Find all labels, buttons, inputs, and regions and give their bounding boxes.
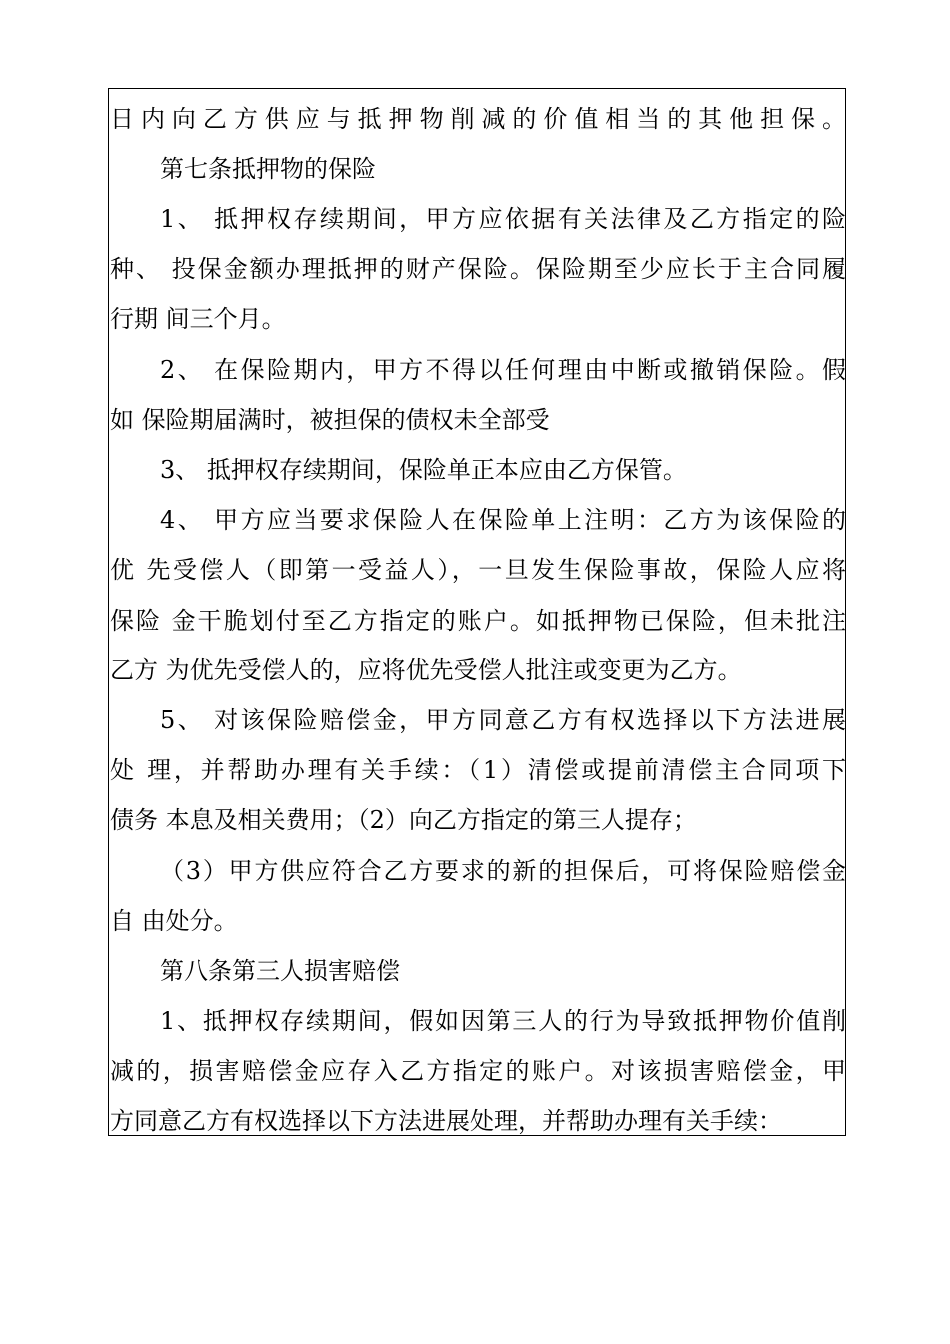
text-line-17: 自 由处分。 [110, 907, 238, 935]
text-line-19: 1、抵押权存续期间，假如因第三人的行为导致抵押物价值削 [160, 1007, 846, 1035]
text-line-3: 1、 抵押权存续期间，甲方应依据有关法律及乙方指定的险 [160, 205, 846, 233]
text-line-15: 债务 本息及相关费用；（2）向乙方指定的第三人提存； [110, 806, 697, 834]
text-line-21: 方同意乙方有权选择以下方法进展处理，并帮助办理有关手续： [110, 1107, 782, 1135]
text-line-1: 日内向乙方供应与抵押物削减的价值相当的其他担保。 [110, 105, 846, 133]
text-line-6: 2、 在保险期内，甲方不得以任何理由中断或撤销保险。假 [160, 356, 846, 384]
text-line-9: 4、 甲方应当要求保险人在保险单上注明：乙方为该保险的 [160, 506, 846, 534]
section-heading-article-8: 第八条第三人损害赔偿 [160, 957, 400, 985]
text-line-10: 优 先受偿人（即第一受益人），一旦发生保险事故，保险人应将 [110, 556, 846, 584]
text-line-7: 如 保险期届满时，被担保的债权未全部受 [110, 406, 550, 434]
text-line-13: 5、 对该保险赔偿金，甲方同意乙方有权选择以下方法进展 [160, 706, 846, 734]
text-line-20: 减的，损害赔偿金应存入乙方指定的账户。对该损害赔偿金，甲 [110, 1057, 846, 1085]
section-heading-article-7: 第七条抵押物的保险 [160, 155, 376, 183]
text-line-4: 种、 投保金额办理抵押的财产保险。保险期至少应长于主合同履 [110, 255, 846, 283]
text-line-16: （3）甲方供应符合乙方要求的新的担保后，可将保险赔偿金 [160, 857, 846, 885]
text-line-5: 行期 间三个月。 [110, 305, 286, 333]
text-line-8: 3、 抵押权存续期间，保险单正本应由乙方保管。 [160, 456, 687, 484]
text-line-12: 乙方 为优先受偿人的，应将优先受偿人批注或变更为乙方。 [110, 656, 742, 684]
text-line-14: 处 理，并帮助办理有关手续：（1）清偿或提前清偿主合同项下 [110, 756, 846, 784]
text-line-11: 保险 金干脆划付至乙方指定的账户。如抵押物已保险，但未批注 [110, 607, 846, 635]
